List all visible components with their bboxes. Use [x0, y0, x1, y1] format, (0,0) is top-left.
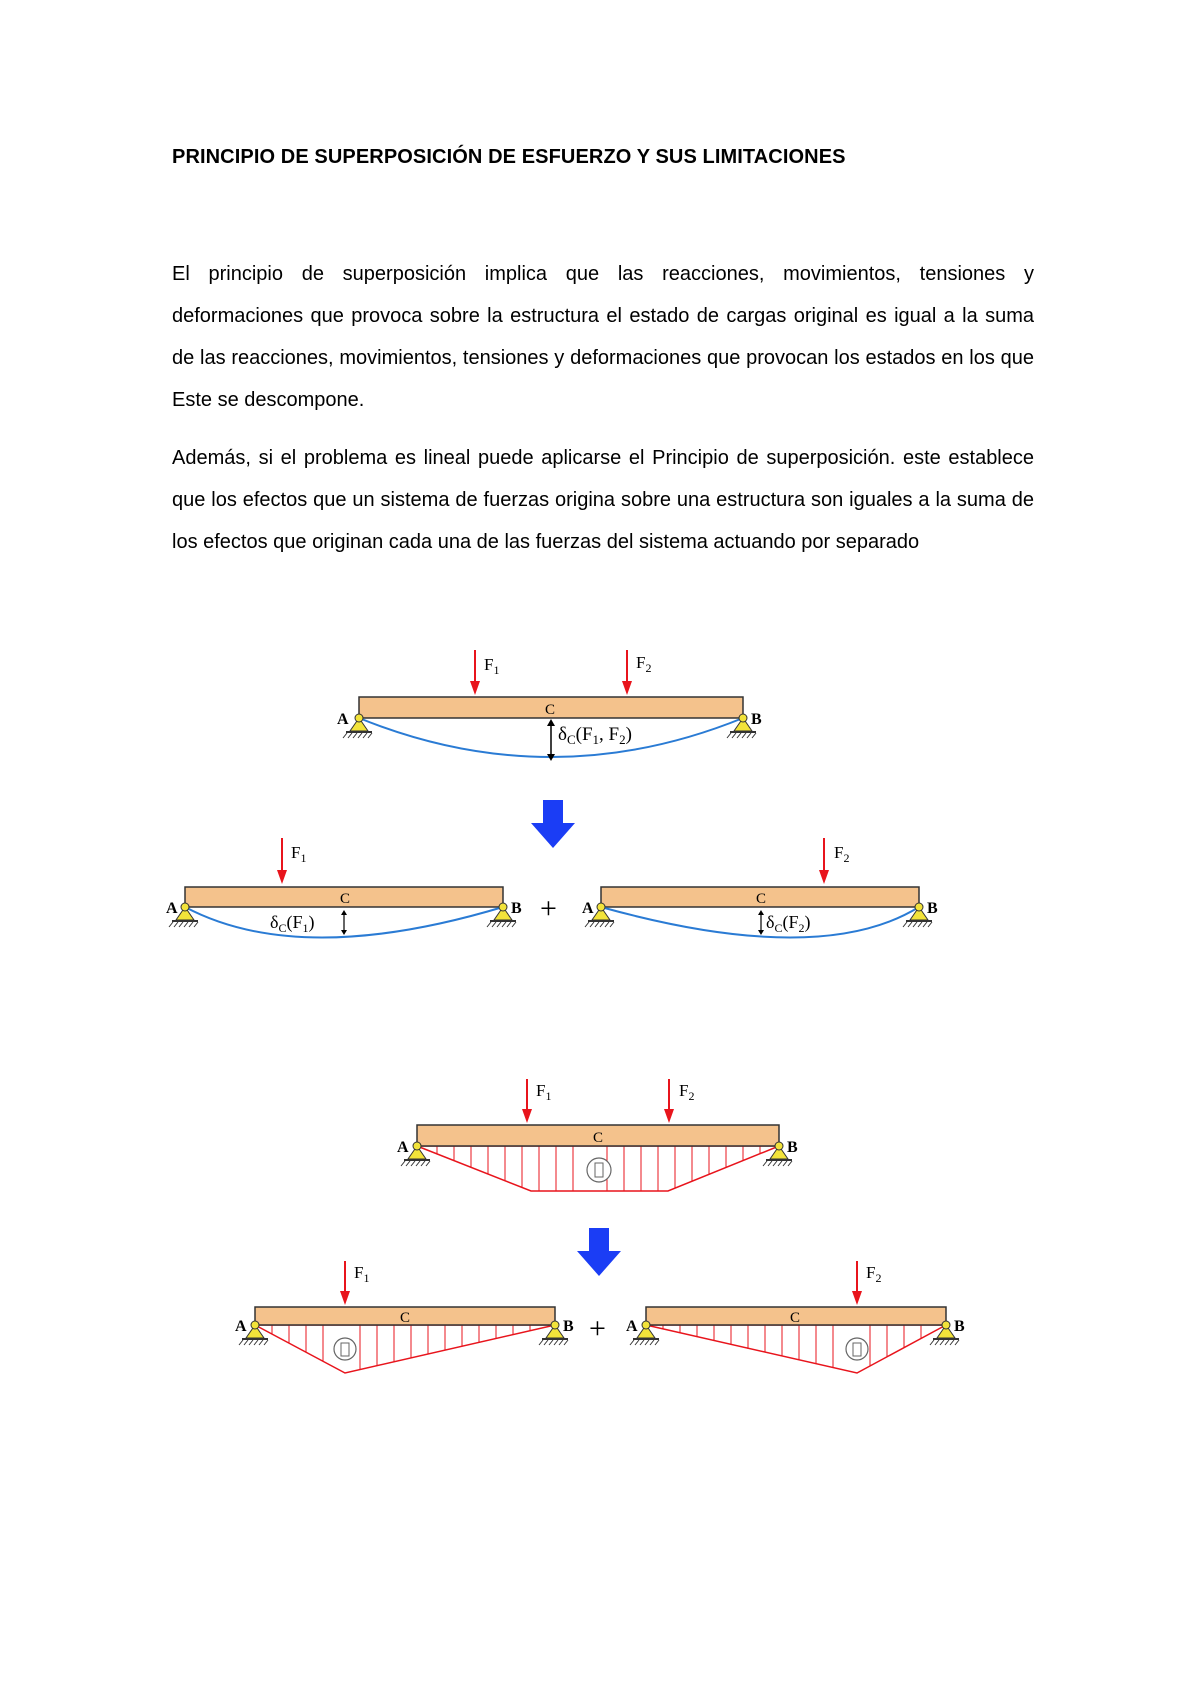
label-c: C: [400, 1310, 411, 1326]
moment-figure: [235, 1079, 965, 1373]
paragraph-2: Además, si el problema es lineal puede aplicarse el Principio de superposición. este establece que los efectos que un sistema de fuerzas origina sobre una estructura son iguales a la suma de los efectos que originan cada una de las fuerzas del sistema actuando por separado: [172, 447, 1034, 553]
label-c: C: [340, 891, 351, 907]
down-arrow-icon: [531, 800, 575, 848]
force-f1-arrow: [277, 838, 287, 884]
label-a: A: [397, 1139, 409, 1156]
moment-symbol-icon: [846, 1338, 868, 1360]
label-delta-f2: $\delta_C(F_2)$: [766, 912, 811, 935]
force-f2-arrow: [852, 1261, 862, 1305]
force-f2-arrow: [622, 650, 632, 695]
label-a: A: [337, 711, 349, 728]
force-f1-arrow: [522, 1079, 532, 1123]
label-b: B: [927, 900, 938, 917]
plus-sign: +: [589, 1312, 606, 1345]
moment-symbol-icon: [587, 1158, 611, 1182]
label-a: A: [582, 900, 594, 917]
label-f1: $F_1$: [354, 1263, 370, 1285]
label-c: C: [593, 1130, 604, 1146]
label-b: B: [787, 1139, 798, 1156]
label-c: C: [790, 1310, 801, 1326]
label-b: B: [563, 1318, 574, 1335]
delta-arrow: [341, 910, 347, 935]
force-f2-arrow: [819, 838, 829, 884]
label-c: C: [756, 891, 767, 907]
moment-symbol-icon: [334, 1338, 356, 1360]
label-f2: $F_2$: [636, 653, 652, 675]
label-f1: $F_1$: [484, 655, 500, 677]
label-c: C: [545, 702, 556, 718]
label-b: B: [954, 1318, 965, 1335]
moment-beam-f2: [626, 1261, 965, 1373]
beam-f1: [166, 838, 522, 938]
deflection-figure: [166, 650, 938, 938]
beam-f2: [582, 838, 938, 938]
beam-combined: [337, 650, 762, 761]
label-f2: $F_2$: [866, 1263, 882, 1285]
label-delta-f1: $\delta_C(F_1)$: [270, 912, 315, 935]
label-a: A: [626, 1318, 638, 1335]
force-f1-arrow: [470, 650, 480, 695]
paragraph-1: El principio de superposición implica que las reacciones, movimientos, tensiones y deformaciones que provoca sobre la estructura el estado de cargas original es igual a la suma de las reacciones, movimientos, tensiones y deformaciones que provocan los estados en los que Este se descompone.: [172, 263, 1034, 411]
label-b: B: [511, 900, 522, 917]
plus-sign: +: [540, 892, 557, 925]
moment-beam-combined: [397, 1079, 798, 1191]
label-delta-f1-f2: $\delta_C(F_1$, $F_2$): [558, 724, 632, 747]
page-title: PRINCIPIO DE SUPERPOSICIÓN DE ESFUERZO Y SUS LIMITACIONES: [172, 146, 846, 168]
label-f1: $F_1$: [291, 843, 307, 865]
delta-arrow: [758, 910, 764, 935]
label-f1: $F_1$: [536, 1081, 552, 1103]
delta-arrow: [547, 719, 555, 761]
label-b: B: [751, 711, 762, 728]
label-f2: $F_2$: [679, 1081, 695, 1103]
label-a: A: [235, 1318, 247, 1335]
label-a: A: [166, 900, 178, 917]
moment-beam-f1: [235, 1261, 574, 1373]
label-f2: $F_2$: [834, 843, 850, 865]
force-f2-arrow: [664, 1079, 674, 1123]
down-arrow-icon: [577, 1228, 621, 1276]
force-f1-arrow: [340, 1261, 350, 1305]
